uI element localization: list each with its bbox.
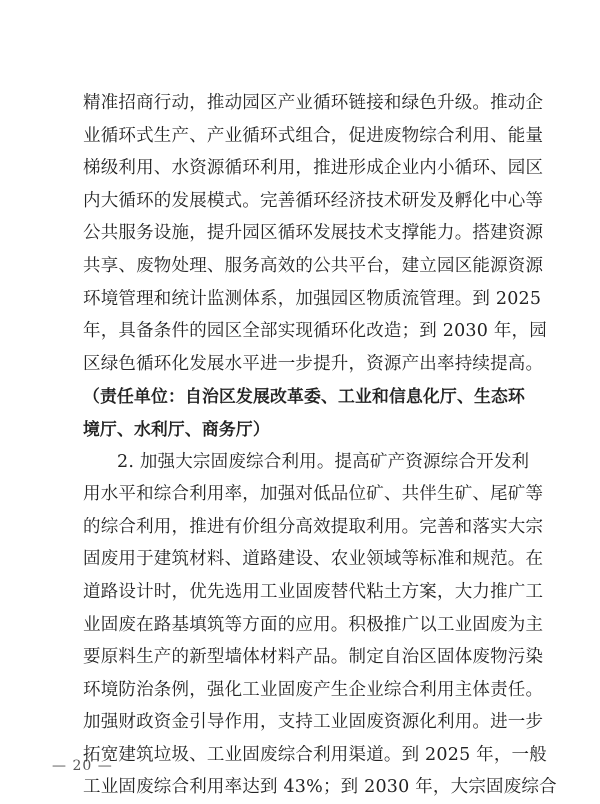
page-number: — 20 — [52, 758, 113, 774]
body-text [83, 87, 557, 804]
section-heading-line: 2. 加强大宗固废综合利用。提高矿产资源综合开发利 [117, 451, 530, 472]
text-line: 工业固废综合利用率达到 43%；到 2030 年，大宗固废综合 [83, 777, 557, 798]
text-line: 环境防治条例，强化工业固废产生企业综合利用主体责任。 [83, 679, 544, 700]
text-line: 用水平和综合利用率，加强对低品位矿、共伴生矿、尾矿等 [83, 484, 544, 505]
text-line: 业循环式生产、产业循环式组合，促进废物综合利用、能量 [83, 125, 544, 146]
text-line: 年，具备条件的园区全部实现循环化改造；到 2030 年，园 [83, 321, 547, 342]
responsibility-line: 境厅、水利厅、商务厅） [83, 418, 270, 439]
text-line: 业固废在路基填筑等方面的应用。积极推广以工业固废为主 [83, 614, 544, 635]
responsibility-line: （责任单位：自治区发展改革委、工业和信息化厅、生态环 [83, 386, 525, 407]
text-line: 道路设计时，优先选用工业固废替代粘土方案，大力推广工 [83, 581, 544, 602]
text-line: 内大循环的发展模式。完善循环经济技术研发及孵化中心等 [83, 190, 544, 211]
text-line: 精准招商行动，推动园区产业循环链接和绿色升级。推动企 [83, 93, 544, 113]
text-line: 要原料生产的新型墙体材料产品。制定自治区固体废物污染 [83, 647, 544, 668]
text-line: 加强财政资金引导作用，支持工业固废资源化利用。进一步 [83, 712, 544, 733]
text-line: 固废用于建筑材料、道路建设、农业领域等标准和规范。在 [83, 549, 544, 570]
text-line: 公共服务设施，提升园区循环发展技术支撑能力。搭建资源 [83, 223, 544, 244]
text-line: 区绿色循环化发展水平进一步提升，资源产出率持续提高。 [83, 353, 544, 374]
text-line: 梯级利用、水资源循环利用，推进形成企业内小循环、园区 [83, 158, 544, 179]
text-line: 的综合利用，推进有价组分高效提取利用。完善和落实大宗 [83, 516, 544, 537]
text-line: 拓宽建筑垃圾、工业固废综合利用渠道。到 2025 年，一般 [83, 744, 547, 765]
text-line: 环境管理和统计监测体系，加强园区物质流管理。到 2025 [83, 288, 542, 309]
text-line: 共享、废物处理、服务高效的公共平台，建立园区能源资源 [83, 255, 544, 276]
